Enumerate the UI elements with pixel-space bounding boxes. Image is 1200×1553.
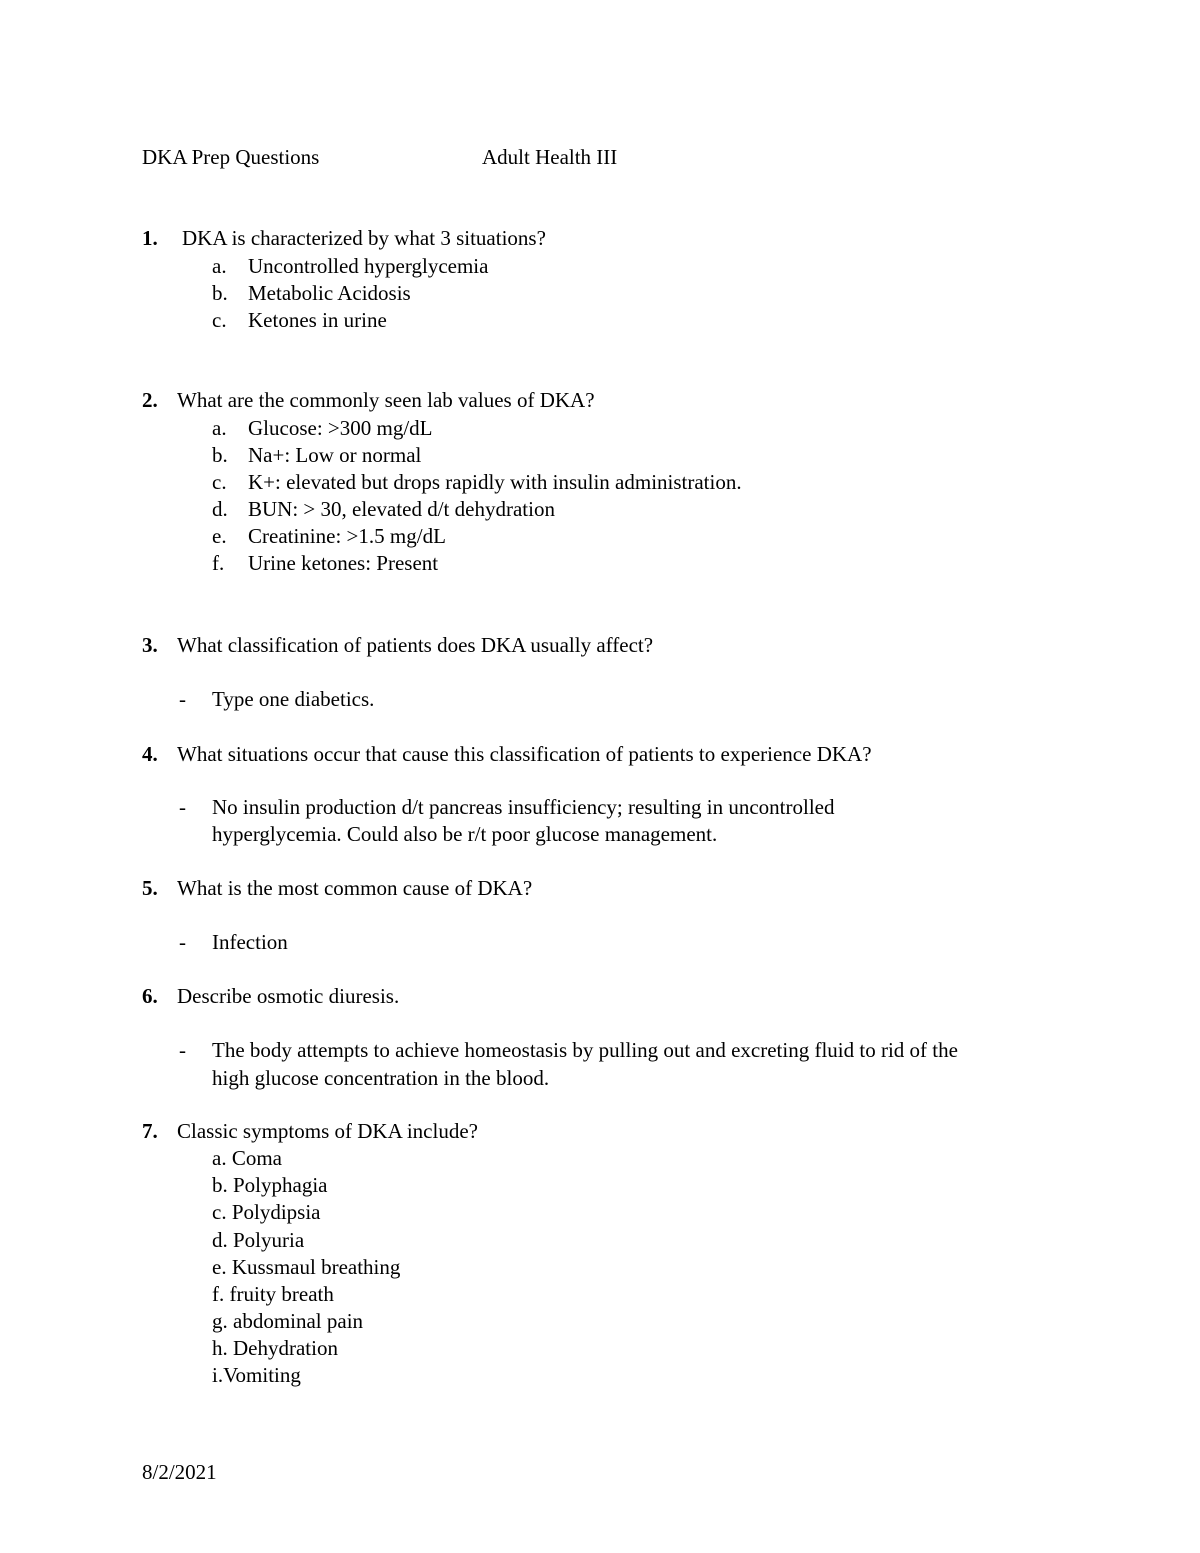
question-number: 4. <box>142 742 158 766</box>
answer-marker: a. <box>212 254 227 278</box>
symptom-item: h. Dehydration <box>212 1336 338 1360</box>
symptom-item: i.Vomiting <box>212 1363 301 1387</box>
footer-date: 8/2/2021 <box>142 1460 217 1484</box>
answer-text: The body attempts to achieve homeostasis by pulling out and excreting fluid to rid of the <box>212 1038 958 1062</box>
answer-text: Type one diabetics. <box>212 687 375 711</box>
answer-text: Infection <box>212 930 288 954</box>
answer-marker: f. <box>212 551 225 575</box>
question-number: 2. <box>142 388 158 412</box>
question-number: 3. <box>142 633 158 657</box>
question-text: Classic symptoms of DKA include? <box>177 1119 478 1143</box>
question-number: 1. <box>142 226 158 250</box>
question-text: What classification of patients does DKA usually affect? <box>177 633 654 657</box>
question-number: 6. <box>142 984 158 1008</box>
answer-marker: a. <box>212 416 227 440</box>
answer-text: Na+: Low or normal <box>248 443 422 467</box>
document-title: DKA Prep Questions <box>142 145 320 169</box>
answer-text: BUN: > 30, elevated d/t dehydration <box>248 497 555 521</box>
symptom-item: e. Kussmaul breathing <box>212 1255 401 1279</box>
answer-marker: b. <box>212 281 228 305</box>
answer-marker: e. <box>212 524 227 548</box>
answer-text: Uncontrolled hyperglycemia <box>248 254 489 278</box>
answer-text: Creatinine: >1.5 mg/dL <box>248 524 446 548</box>
answer-text: K+: elevated but drops rapidly with insulin administration. <box>248 470 742 494</box>
course-name: Adult Health III <box>482 145 618 169</box>
answer-marker: - <box>179 687 186 711</box>
answer-marker: - <box>179 1038 186 1062</box>
question-number: 5. <box>142 876 158 900</box>
question-text: Describe osmotic diuresis. <box>177 984 400 1008</box>
symptom-item: a. Coma <box>212 1146 282 1170</box>
question-text: What situations occur that cause this classification of patients to experience DKA? <box>177 742 872 766</box>
answer-text: Glucose: >300 mg/dL <box>248 416 433 440</box>
answer-text: Urine ketones: Present <box>248 551 439 575</box>
answer-marker: - <box>179 795 186 819</box>
answer-marker: c. <box>212 470 227 494</box>
answer-marker: c. <box>212 308 227 332</box>
answer-text: high glucose concentration in the blood. <box>212 1066 550 1090</box>
symptom-item: c. Polydipsia <box>212 1200 321 1224</box>
answer-marker: b. <box>212 443 228 467</box>
answer-text: No insulin production d/t pancreas insufficiency; resulting in uncontrolled <box>212 795 835 819</box>
question-text: DKA is characterized by what 3 situations? <box>182 226 546 250</box>
symptom-item: d. Polyuria <box>212 1228 305 1252</box>
symptom-item: f. fruity breath <box>212 1282 334 1306</box>
symptom-item: b. Polyphagia <box>212 1173 328 1197</box>
answer-text: Metabolic Acidosis <box>248 281 411 305</box>
symptom-item: g. abdominal pain <box>212 1309 364 1333</box>
answer-marker: - <box>179 930 186 954</box>
question-number: 7. <box>142 1119 158 1143</box>
question-text: What is the most common cause of DKA? <box>177 876 533 900</box>
question-text: What are the commonly seen lab values of DKA? <box>177 388 595 412</box>
answer-text: hyperglycemia. Could also be r/t poor glucose management. <box>212 822 718 846</box>
answer-text: Ketones in urine <box>248 308 387 332</box>
answer-marker: d. <box>212 497 228 521</box>
